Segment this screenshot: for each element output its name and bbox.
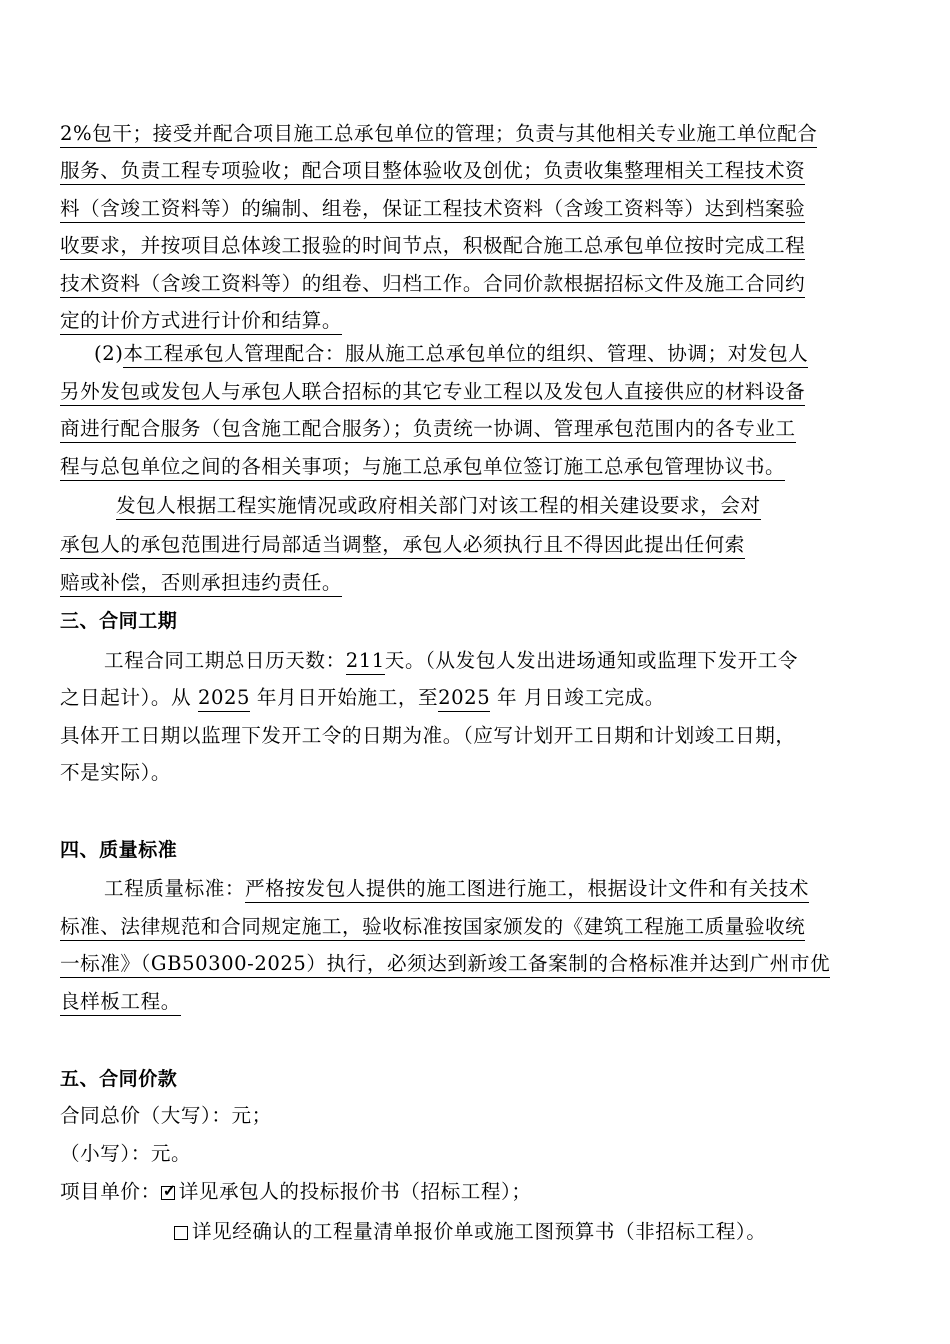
quality-line: 一标准》（GB50300-2025）执行，必须达到新竣工备案制的合格标准并达到广州市优	[60, 950, 830, 978]
quality-line: 标准、法律规范和合同规定施工，验收标准按国家颁发的《建筑工程施工质量验收统	[60, 913, 805, 941]
para3-line: 赔或补偿，否则承担违约责任。	[60, 569, 342, 597]
dates-line: 之日起计）。从 2025 年月日开始施工，至2025 年 月日竣工完成。	[60, 684, 665, 712]
unit-price-option-2: 详见经确认的工程量清单报价单或施工图预算书（非招标工程）。	[174, 1218, 766, 1246]
para1-line: 定的计价方式进行计价和结算。	[60, 307, 342, 335]
quality-line: 良样板工程。	[60, 988, 181, 1016]
para2-line: 另外发包或发包人与承包人联合招标的其它专业工程以及发包人直接供应的材料设备	[60, 378, 805, 406]
para1-line: 料（含竣工资料等）的编制、组卷，保证工程技术资料（含竣工资料等）达到档案验	[60, 195, 805, 223]
duration-line: 工程合同工期总日历天数：211天。（从发包人发出进场通知或监理下发开工令	[104, 647, 798, 675]
checkbox-checked[interactable]	[161, 1181, 177, 1200]
section-heading: 三、合同工期	[60, 610, 178, 632]
total-price-upper: 合同总价（大写）：元；	[60, 1104, 272, 1127]
para1-line: 收要求，并按项目总体竣工报验的时间节点，积极配合施工总承包单位按时完成工程	[60, 232, 805, 260]
para3-line: 发包人根据工程实施情况或政府相关部门对该工程的相关建设要求，会对	[116, 492, 761, 520]
checkbox-unchecked[interactable]	[174, 1226, 188, 1240]
para2-line: 商进行配合服务（包含施工配合服务）；负责统一协调、管理承包范围内的各专业工	[60, 415, 796, 443]
para2-line: (2)本工程承包人管理配合：服从施工总承包单位的组织、管理、协调；对发包人	[94, 340, 808, 368]
total-price-lower: （小写）：元。	[60, 1142, 192, 1165]
note-line: 具体开工日期以监理下发开工令的日期为准。（应写计划开工日期和计划竣工日期，	[60, 724, 796, 747]
duration-days: 211	[346, 649, 385, 675]
para1-line: 技术资料（含竣工资料等）的组卷、归档工作。合同价款根据招标文件及施工合同约	[60, 270, 805, 298]
para1-line: 服务、负责工程专项验收；配合项目整体验收及创优；负责收集整理相关工程技术资	[60, 157, 805, 185]
check-mark-icon: ✓	[162, 1181, 177, 1200]
start-year: 2025	[198, 686, 250, 712]
para1-line: 2%包干；接受并配合项目施工总承包单位的管理；负责与其他相关专业施工单位配合	[60, 120, 817, 148]
unit-price-option-1: 项目单价： ✓ 详见承包人的投标报价书（招标工程）；	[60, 1180, 532, 1203]
note-line: 不是实际）。	[60, 761, 172, 784]
para3-line: 承包人的承包范围进行局部适当调整，承包人必须执行且不得因此提出任何索	[60, 531, 745, 559]
section-heading: 五、合同价款	[60, 1068, 178, 1090]
section-heading: 四、质量标准	[60, 839, 178, 861]
end-year: 2025	[438, 686, 490, 712]
quality-line: 工程质量标准：严格按发包人提供的施工图进行施工，根据设计文件和有关技术	[104, 875, 809, 903]
para2-line: 程与总包单位之间的各相关事项；与施工总承包单位签订施工总承包管理协议书。	[60, 453, 785, 481]
